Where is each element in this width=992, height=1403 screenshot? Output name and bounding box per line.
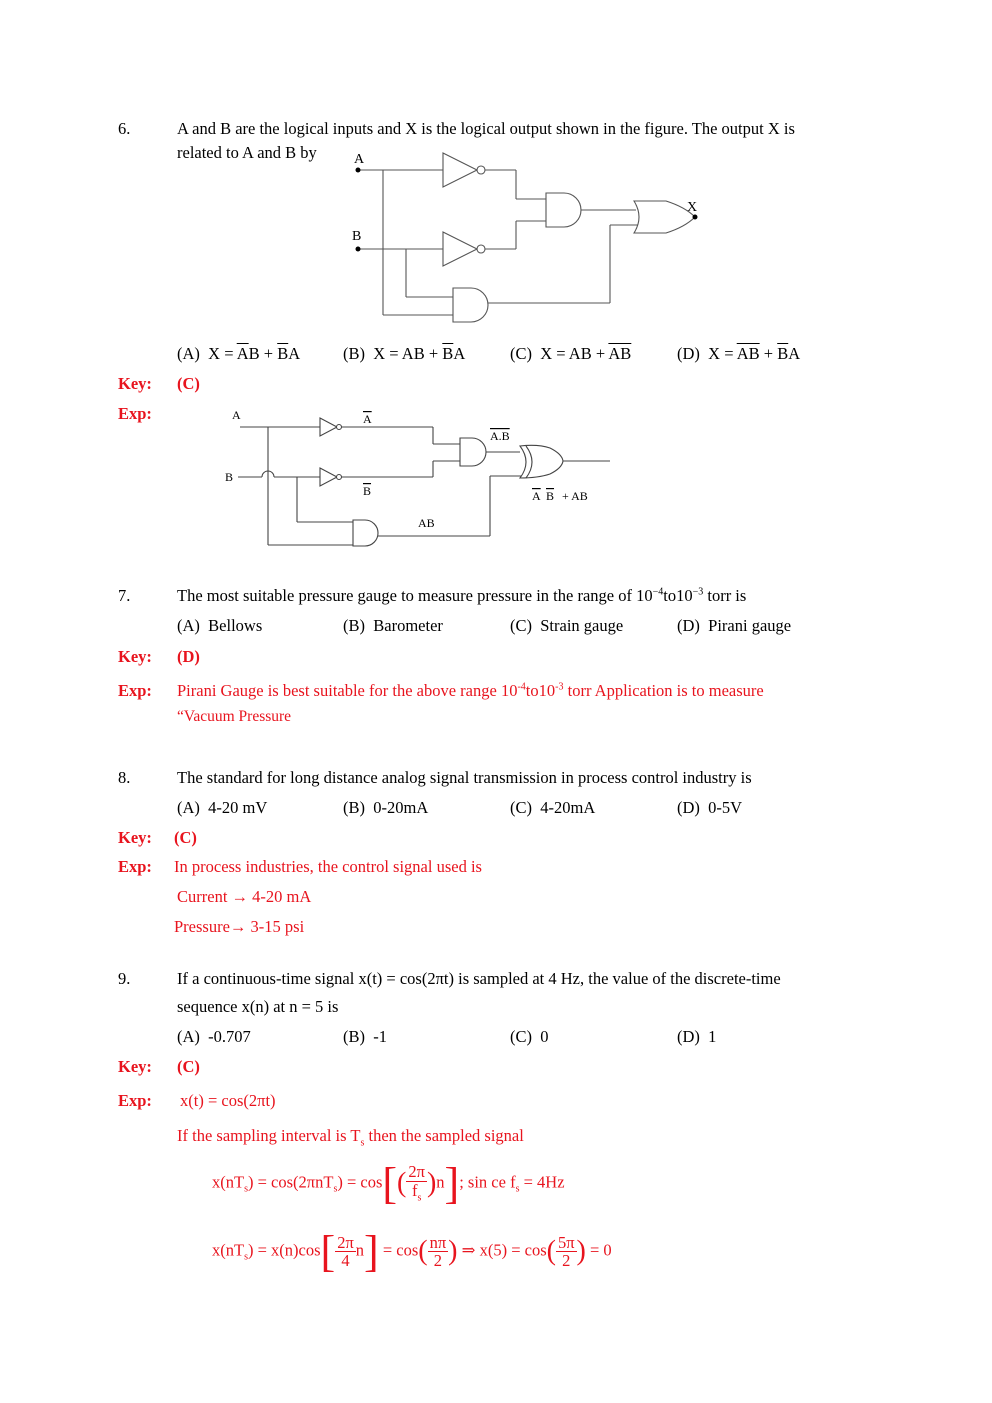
fig-label-a: A: [354, 152, 365, 167]
exp-label-out3: + AB: [562, 489, 588, 503]
q8-option-c[interactable]: (C) 4-20mA: [510, 798, 596, 817]
exp-label-out1: A: [532, 489, 541, 503]
q9-option-b[interactable]: (B) -1: [343, 1027, 387, 1046]
exp-label-ab: AB: [418, 516, 435, 530]
q9-exp-label: Exp:: [118, 1091, 152, 1110]
q6-exp-circuit: [220, 400, 620, 555]
exp-label-out2: B: [546, 489, 555, 503]
q8-exp-line3: Pressure→ 3-15 psi: [174, 917, 305, 936]
q8-exp-line1: In process industries, the control signal used is: [174, 857, 482, 876]
q6-question-cont: related to A and B by: [177, 143, 317, 162]
q7-key-value: (D): [177, 647, 200, 666]
q7-exp-line2: “Vacuum Pressure: [177, 708, 292, 725]
q6-question: A and B are the logical inputs and X is the logical output shown in the figure. The output X is: [177, 119, 795, 138]
q7-option-a[interactable]: (A) Bellows: [177, 616, 263, 635]
q6-option-b[interactable]: (B) X = AB + $\overline{B}A$: [343, 344, 466, 363]
q6-exp-label: Exp:: [118, 404, 152, 423]
q8-key-label: Key:: [118, 828, 152, 847]
q9-equation-1: $x(nT_s) = \cos(2\pi nT_s) = \cos$[( $\frac{2\pi}{f_s}$ )n]; sin ce $f_s = 4Hz$: [212, 1159, 565, 1208]
q6-option-d[interactable]: (D) $X = \overline{AB} + \overline{B}A$: [677, 344, 801, 363]
exp-label-b: B: [225, 470, 234, 484]
q9-key-label: Key:: [118, 1057, 152, 1076]
q9-option-a[interactable]: (A) -0.707: [177, 1027, 251, 1046]
q9-equation-2: $x(nT_s) = x(n)\cos$[ $\frac{2\pi}{4}$ n] = cos( $\frac{n\pi}{2}$ ) ⇒ x(5) = cos( $\frac{5\pi}{2}$ ) = 0: [212, 1227, 612, 1276]
q8-option-b[interactable]: (B) 0-20mA: [343, 798, 429, 817]
q7-exp-text: Pirani Gauge is best suitable for the above range $10^{-4}to10^{-3}$ torr Application is to measure: [177, 681, 764, 700]
q6-number: 6.: [118, 119, 131, 138]
q9-exp-line2: If the sampling interval is $T_s$ then the sampled signal: [177, 1126, 524, 1149]
exp-label-a: A: [232, 408, 241, 422]
fig-label-b: B: [352, 229, 362, 244]
q9-key-value: (C): [177, 1057, 200, 1076]
q7-exp-label: Exp:: [118, 681, 152, 700]
q8-number: 8.: [118, 768, 131, 787]
q7-question: The most suitable pressure gauge to measure pressure in the range of $10^{-4}to10^{-3}$ torr is: [177, 586, 747, 605]
q8-question: The standard for long distance analog signal transmission in process control industry is: [177, 768, 752, 787]
exp-label-abar: A: [363, 412, 372, 426]
q7-key-label: Key:: [118, 647, 152, 666]
q6-key-label: Key:: [118, 374, 152, 393]
q6-logic-circuit: [340, 145, 720, 325]
q7-option-c[interactable]: (C) Strain gauge: [510, 616, 624, 635]
q9-exp-line1: x(t) = cos(2πt): [180, 1091, 276, 1110]
q6-option-c[interactable]: (C) X = AB + $\overline{AB}$: [510, 344, 632, 363]
q8-exp-line2: Current → 4-20 mA: [177, 887, 312, 906]
q9-option-d[interactable]: (D) 1: [677, 1027, 717, 1046]
q6-option-a[interactable]: (A) $X = \overline{A}B + \overline{B}A$: [177, 344, 301, 363]
q8-option-a[interactable]: (A) 4-20 mV: [177, 798, 268, 817]
q7-number: 7.: [118, 586, 131, 605]
q6-key-value: (C): [177, 374, 200, 393]
q8-option-d[interactable]: (D) 0-5V: [677, 798, 743, 817]
exp-label-bbar: B: [363, 484, 372, 498]
q9-option-c[interactable]: (C) 0: [510, 1027, 549, 1046]
q9-question-cont: sequence x(n) at n = 5 is: [177, 997, 339, 1016]
fig-label-x: X: [687, 200, 698, 215]
q7-option-d[interactable]: (D) Pirani gauge: [677, 616, 792, 635]
q8-exp-label: Exp:: [118, 857, 152, 876]
q8-key-value: (C): [174, 828, 197, 847]
q7-option-b[interactable]: (B) Barometer: [343, 616, 443, 635]
q9-number: 9.: [118, 969, 131, 988]
exp-label-abbar: A.B: [490, 429, 510, 443]
q9-question: If a continuous-time signal x(t) = cos(2πt) is sampled at 4 Hz, the value of the discrete-time: [177, 969, 781, 988]
